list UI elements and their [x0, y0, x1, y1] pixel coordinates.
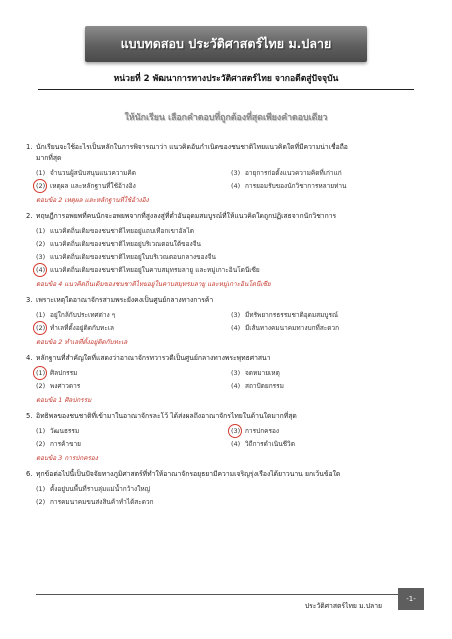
question-text: อิทธิพลของชนชาติที่เข้ามาในอาณาจักรละโว้ ได้ส่งผลถึงอาณาจักรไทยในด้านใดมากที่สุด [36, 412, 297, 420]
answer-key: ตอบข้อ 2 ทำเลที่ตั้งอยู่ติดกับทะเล [36, 338, 128, 346]
question-text: ทุกข้อต่อไปนี้เป็นปัจจัยทางภูมิศาสตร์ที่ทำให้อาณาจักรอยุธยามีความเจริญรุ่งเรืองได้ยาวนาน ยกเว้นข้อใด [36, 470, 341, 478]
option-4-selected[interactable]: (4) แนวคิดถิ่นเดิมของชนชาติไทยอยู่ในคาบสมุทรมลายู และหมู่เกาะอินโดนีเซีย [36, 264, 406, 277]
footer-divider [36, 594, 398, 595]
answer-key: ตอบข้อ 4 แนวคิดถิ่นเดิมของชนชาติไทยอยู่ในคาบสมุทรมลายู และหมู่เกาะอินโดนีเซีย [36, 280, 271, 288]
option-3[interactable]: (3) จดหมายเหตุ [231, 369, 280, 377]
unit-title: หน่วยที่ 2 พัฒนาการทางประวัติศาสตร์ไทย จากอดีตสู่ปัจจุบัน [113, 74, 339, 84]
circled-answer-mark: (3) [231, 425, 245, 438]
question-number: 6. [26, 470, 33, 478]
option-2[interactable]: (2) พงศาวดาร [36, 382, 81, 390]
option-3[interactable]: (3) อายุการก่อตั้งแนวความคิดที่เก่าแก่ [231, 169, 342, 177]
question-5 [26, 411, 426, 464]
question-text-continued: มากที่สุด [36, 154, 62, 162]
answer-key: ตอบข้อ 3 การปกครอง [36, 454, 98, 462]
question-number: 2. [26, 212, 33, 220]
option-2[interactable]: (2) แนวคิดถิ่นเดิมของชนชาติไทยอยู่บริเวณตอนใต้ของจีน [36, 240, 201, 248]
question-1 [26, 142, 426, 206]
option-1[interactable]: (1) วัฒนธรรม [36, 427, 80, 435]
option-4[interactable]: (4) สถาปัตยกรรม [231, 382, 284, 390]
circled-answer-mark: (1) [36, 367, 50, 380]
option-2[interactable]: (2) การค้าขาย [36, 440, 81, 448]
question-4 [26, 353, 426, 406]
question-text: หลักฐานที่สำคัญใดที่แสดงว่าอาณาจักรทวารวดีเป็นศูนย์กลางทางพระพุทธศาสนา [36, 354, 271, 362]
option-1-selected[interactable]: (1) ศิลปกรรม [36, 367, 231, 380]
circled-answer-mark: (2) [36, 180, 50, 193]
option-1[interactable]: (1) แนวคิดถิ่นเดิมของชนชาติไทยอยู่แถบเทือกเขาอัลไต [36, 227, 194, 235]
question-number: 5. [26, 412, 33, 420]
option-1[interactable]: (1) อยู่ใกล้กับประเทศต่าง ๆ [36, 311, 116, 319]
answer-key: ตอบข้อ 1 ศิลปกรรม [36, 396, 92, 404]
option-3[interactable]: (3) มีทรัพยากรธรรมชาติอุดมสมบูรณ์ [231, 311, 339, 319]
circled-answer-mark: (4) [36, 264, 50, 277]
question-text: เพราะเหตุใดอาณาจักรสามพระยังคงเป็นศูนย์กลางทางการค้า [36, 296, 214, 304]
option-1[interactable]: (1) ตั้งอยู่บนพื้นที่ราบลุ่มแม่น้ำกว้างใหญ่ [36, 485, 151, 493]
question-text: ทฤษฎีการอพยพที่คนนักจะอพยพจากที่สูงลงสู่ที่ต่ำอันอุดมสมบูรณ์ที่ให้แนวคิดใดถูกปฏิเสธจากนักวิชาการ [36, 212, 337, 220]
option-2-selected[interactable]: (2) ทำเลที่ตั้งอยู่ติดกับทะเล [36, 322, 231, 335]
circled-answer-mark: (2) [36, 322, 50, 335]
question-number: 1. [26, 143, 33, 151]
instruction-text: ให้นักเรียน เลือกคำตอบที่ถูกต้องที่สุดเพียงคำตอบเดียว [124, 113, 328, 123]
option-3-selected[interactable]: (3) การปกครอง [231, 425, 426, 438]
option-2-selected[interactable]: (2) เหตุผล และหลักฐานที่ใช้อ้างอิง [36, 180, 231, 193]
question-3 [26, 295, 426, 348]
questions-list [26, 142, 426, 514]
page-number: -1- [406, 595, 416, 603]
unit-title-underline [38, 89, 414, 90]
question-number: 4. [26, 354, 33, 362]
option-2[interactable]: (2) การคมนาคมขนส่งสินค้าทำได้สะดวก [36, 498, 154, 506]
option-4[interactable]: (4) มีเส้นทางคมนาคมทางบกที่สะดวก [231, 324, 340, 332]
option-3[interactable]: (3) แนวคิดถิ่นเดิมของชนชาติไทยอยู่ในบริเวณตอนกลางของจีน [36, 253, 216, 261]
question-number: 3. [26, 296, 33, 304]
footer-text: ประวัติศาสตร์ไทย ม.ปลาย [304, 602, 382, 610]
question-2 [26, 211, 426, 290]
question-6 [26, 469, 426, 509]
answer-key: ตอบข้อ 2 เหตุผล และหลักฐานที่ใช้อ้างอิง [36, 196, 149, 204]
option-4[interactable]: (4) การยอมรับของนักวิชาการหลายท่าน [231, 182, 347, 190]
page-header-title: แบบทดสอบ ประวัติศาสตร์ไทย ม.ปลาย [120, 36, 332, 51]
option-4[interactable]: (4) วิถีการดำเนินชีวิต [231, 440, 295, 448]
option-1[interactable]: (1) จำนวนผู้สนับสนุนแนวความคิด [36, 169, 136, 177]
question-text: นักเรียนจะใช้อะไรเป็นหลักในการพิจารณาว่า แนวคิดอันกำเนิดของชนชาติไทยแนวคิดใดที่มีความน่าเชื่อถือ [36, 143, 348, 151]
